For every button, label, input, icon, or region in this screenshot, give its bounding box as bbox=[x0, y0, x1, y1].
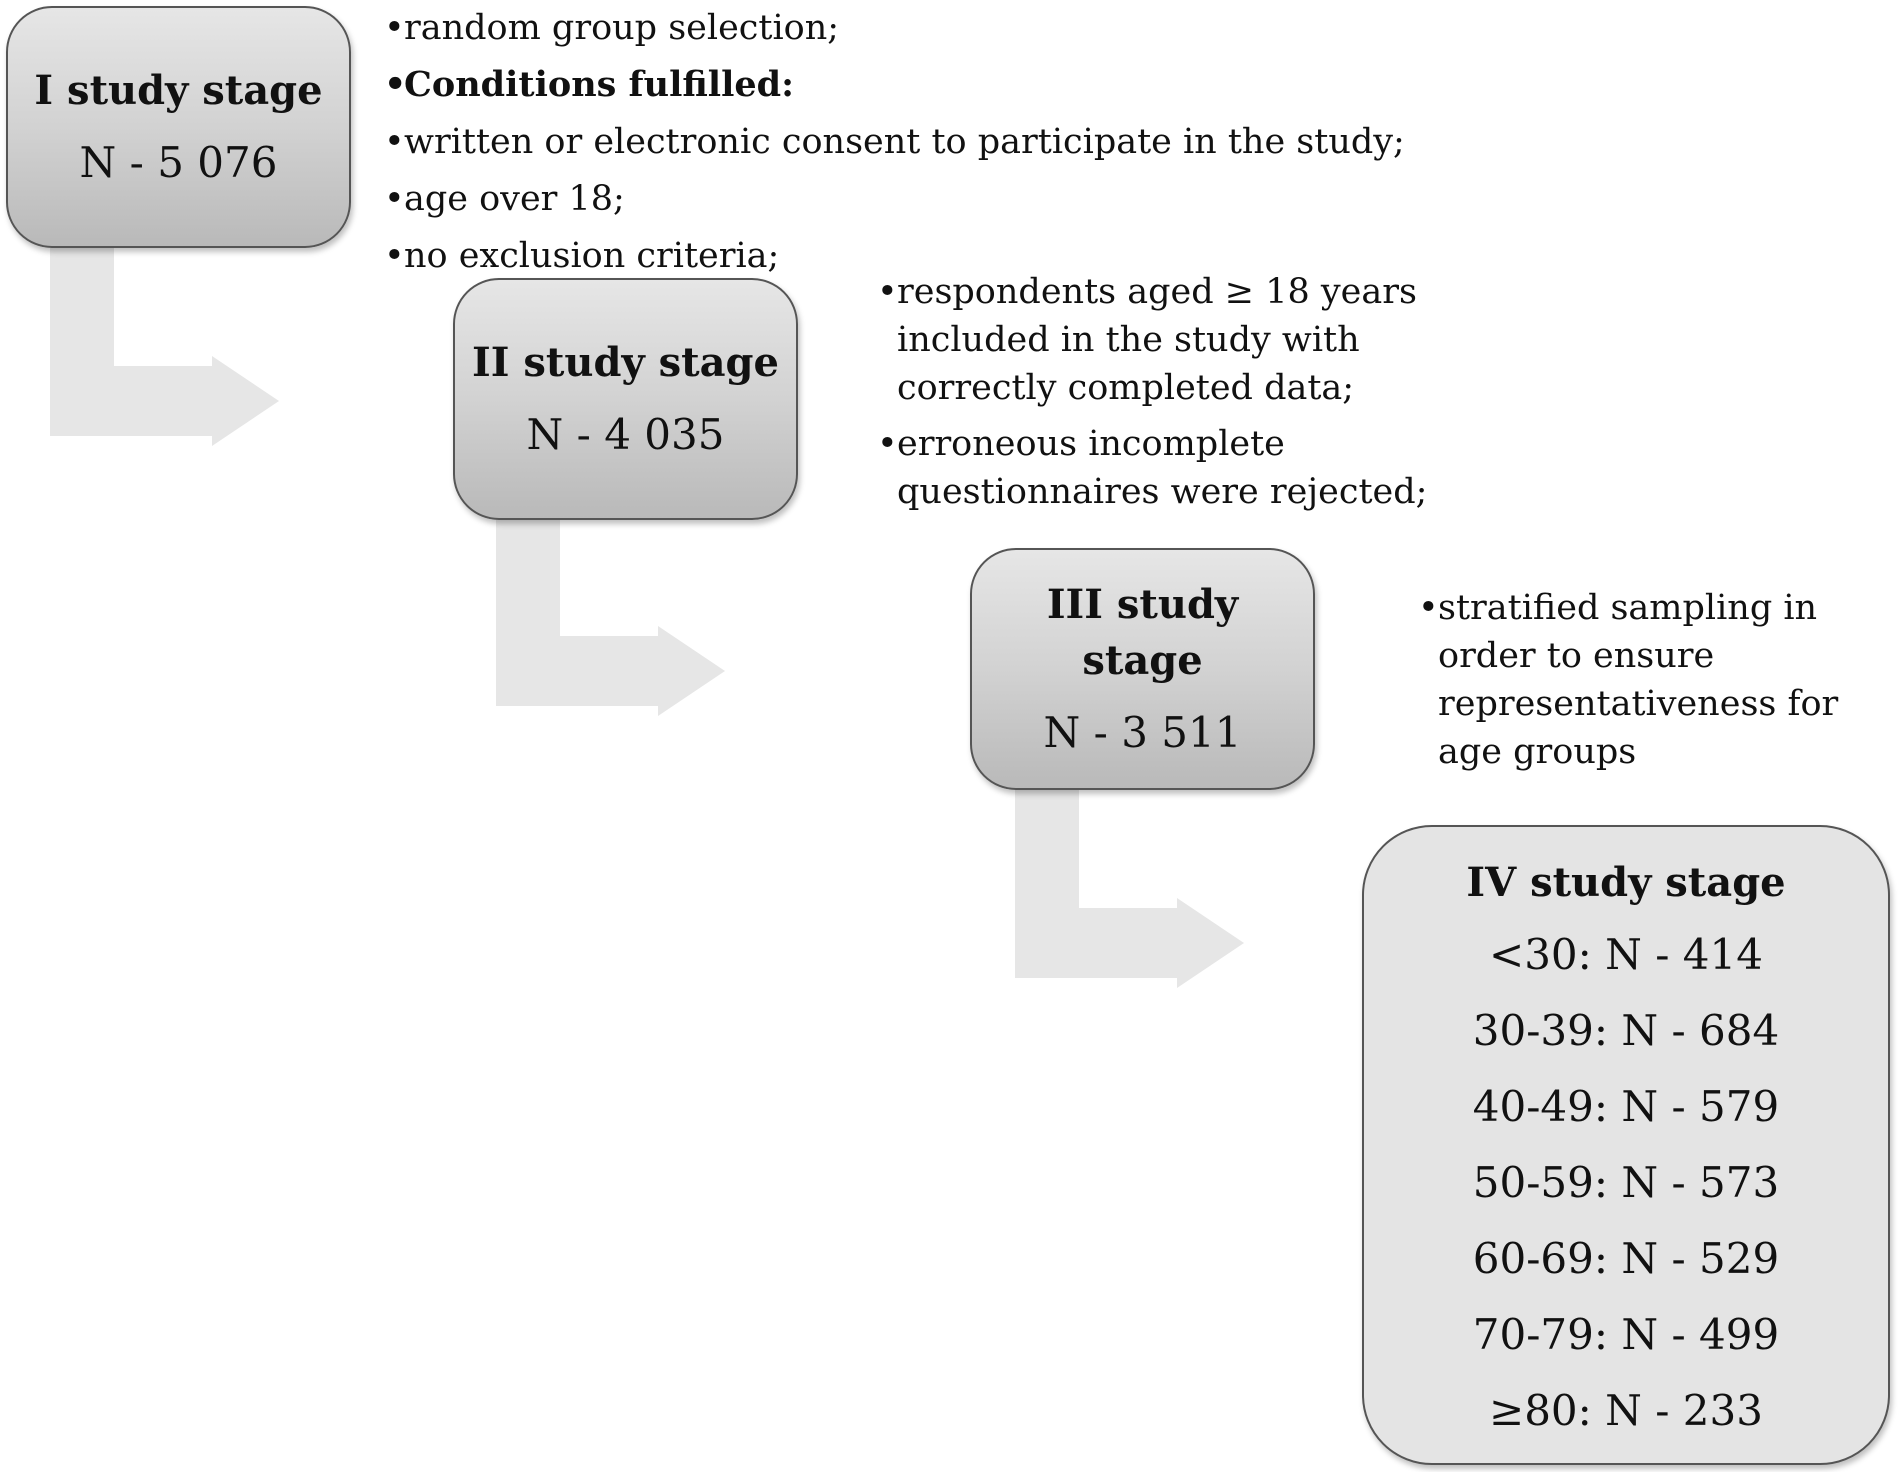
criteria-text: stratified sampling in order to ensure representativeness for age groups bbox=[1438, 588, 1839, 772]
stage-1-criteria bbox=[384, 4, 1424, 289]
age-group-count: 70-79: N - 499 bbox=[1472, 1310, 1780, 1359]
criteria-item bbox=[1418, 584, 1896, 776]
age-group-count: <30: N - 414 bbox=[1489, 930, 1763, 979]
stage-1-count: N - 5 076 bbox=[79, 138, 278, 187]
arrow-stage-1-to-2 bbox=[50, 248, 282, 454]
bullet-icon: • bbox=[384, 236, 405, 276]
criteria-item bbox=[384, 118, 1424, 166]
stage-4-title: IV study stage bbox=[1466, 859, 1786, 906]
stage-2-title: II study stage bbox=[472, 339, 779, 386]
arrow-stage-3-to-4 bbox=[1015, 790, 1247, 996]
bullet-icon: • bbox=[384, 179, 405, 219]
stage-3-criteria bbox=[1418, 584, 1896, 784]
criteria-text: written or electronic consent to participate in the study; bbox=[404, 122, 1405, 162]
age-group-count: 50-59: N - 573 bbox=[1472, 1158, 1780, 1207]
stage-2-box bbox=[453, 278, 798, 520]
stage-2-criteria bbox=[877, 268, 1437, 524]
arrow-stage-2-to-3 bbox=[496, 518, 728, 724]
criteria-item bbox=[877, 268, 1437, 412]
stage-3-count: N - 3 511 bbox=[1043, 708, 1242, 757]
criteria-text: Conditions fulfilled: bbox=[404, 64, 795, 105]
bullet-icon: • bbox=[877, 424, 898, 464]
age-group-count: 30-39: N - 684 bbox=[1472, 1006, 1780, 1055]
criteria-item bbox=[384, 175, 1424, 223]
criteria-text: erroneous incomplete questionnaires were rejected; bbox=[897, 424, 1428, 512]
stage-2-count: N - 4 035 bbox=[526, 410, 725, 459]
criteria-text: age over 18; bbox=[404, 179, 625, 219]
stage-4-box bbox=[1362, 825, 1890, 1465]
criteria-item bbox=[384, 61, 1424, 109]
criteria-text: no exclusion criteria; bbox=[404, 236, 780, 276]
criteria-item bbox=[877, 420, 1437, 516]
bullet-icon: • bbox=[877, 272, 898, 312]
stage-1-box bbox=[6, 6, 351, 248]
criteria-item bbox=[384, 4, 1424, 52]
stage-1-title: I study stage bbox=[34, 67, 323, 114]
bullet-icon: • bbox=[384, 8, 405, 48]
age-group-count: 40-49: N - 579 bbox=[1472, 1082, 1780, 1131]
criteria-text: respondents aged ≥ 18 years included in the study with correctly completed data; bbox=[897, 272, 1417, 408]
bullet-icon: • bbox=[384, 64, 407, 105]
age-group-count: 60-69: N - 529 bbox=[1472, 1234, 1780, 1283]
bullet-icon: • bbox=[384, 122, 405, 162]
age-group-count: ≥80: N - 233 bbox=[1489, 1386, 1763, 1435]
bullet-icon: • bbox=[1418, 588, 1439, 628]
stage-3-box bbox=[970, 548, 1315, 790]
stage-3-title: III study stage bbox=[1046, 581, 1239, 684]
criteria-text: random group selection; bbox=[404, 8, 840, 48]
